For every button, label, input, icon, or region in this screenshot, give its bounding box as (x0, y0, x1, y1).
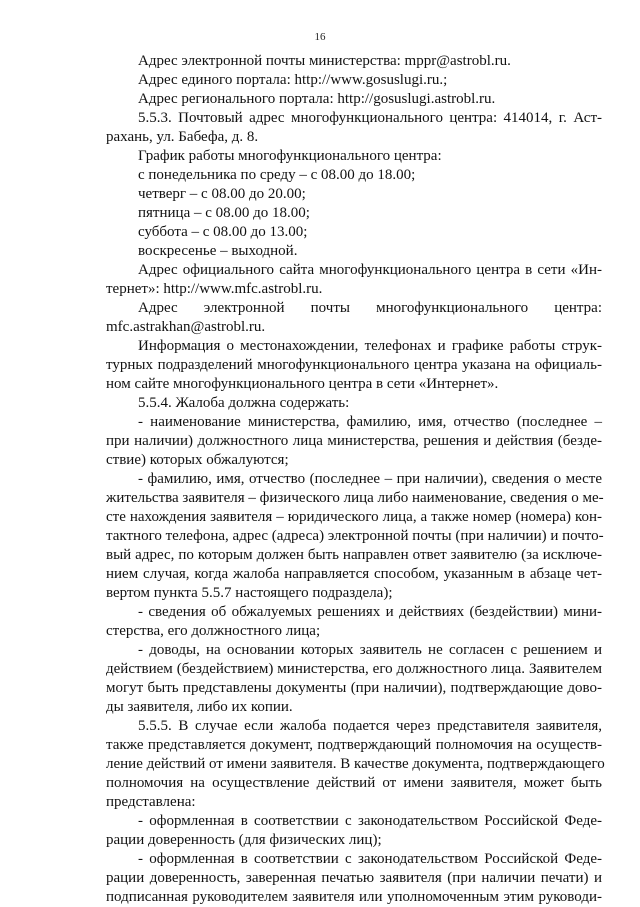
text-line: 5.5.5. В случае если жалоба подается через представителя заявителя, (138, 718, 602, 734)
text-line: 5.5.4. Жалоба должна содержать: (138, 395, 350, 411)
text-line: жительства заявителя – физического лица либо наименование, сведения о ме- (106, 490, 604, 506)
text-line: тактного телефона, адрес (адреса) электронной почты (при наличии) и почто- (106, 528, 604, 544)
text-line: четверг – с 08.00 до 20.00; (138, 186, 306, 202)
text-line: могут быть представлены документы (при наличии), подтверждающие дово- (106, 680, 602, 696)
text-line: ление действий от имени заявителя. В качестве документа, подтверждающего (106, 756, 605, 772)
text-line: подписанная руководителем заявителя или уполномоченным этим руководи- (106, 889, 602, 905)
text-line: Адрес официального сайта многофункционального центра в сети «Ин- (138, 262, 602, 278)
text-line: ствие) которых обжалуются; (106, 452, 289, 468)
text-line: рации доверенность (для физических лиц); (106, 832, 382, 848)
page-number: 16 (314, 31, 326, 43)
text-line: воскресенье – выходной. (138, 243, 298, 259)
document-body (106, 52, 605, 907)
text-line: тернет»: http://www.mfc.astrobl.ru. (106, 281, 323, 297)
text-line: пятница – с 08.00 до 18.00; (138, 205, 310, 221)
text-line: Адрес регионального портала: http://gosuslugi.astrobl.ru. (138, 91, 496, 107)
text-line: ном сайте многофункционального центра в сети «Интернет». (106, 376, 499, 392)
text-line: полномочия на осуществление действий от имени заявителя, может быть (106, 775, 602, 791)
text-line: с понедельника по среду – с 08.00 до 18.00; (138, 167, 416, 183)
text-line: ды заявителя, либо их копии. (106, 699, 293, 715)
text-line: нием случая, когда жалоба направляется способом, указанным в абзаце чет- (106, 566, 602, 582)
text-line: mfc.astrakhan@astrobl.ru. (106, 319, 266, 335)
text-line: также представляется документ, подтверждающий полномочия на осуществ- (106, 737, 602, 753)
text-line: - фамилию, имя, отчество (последнее – при наличии), сведения о месте (138, 471, 602, 487)
text-line: - доводы, на основании которых заявитель не согласен с решением и (138, 642, 602, 658)
text-line: 5.5.3. Почтовый адрес многофункционального центра: 414014, г. Аст- (138, 110, 602, 126)
text-line: при наличии) должностного лица министерства, решения и действия (безде- (106, 433, 602, 449)
text-line: Информация о местонахождении, телефонах и графике работы струк- (138, 338, 602, 354)
text-line: стерства, его должностного лица; (106, 623, 321, 639)
text-line: турных подразделений многофункционального центра указана на официаль- (106, 357, 602, 373)
text-line: представлена: (106, 794, 196, 810)
text-line: действием (бездействием) министерства, его должностного лица. Заявителем (106, 661, 602, 677)
text-line: - оформленная в соответствии с законодательством Российской Феде- (138, 851, 602, 867)
text-line: рахань, ул. Бабефа, д. 8. (106, 129, 259, 145)
text-line: вый адрес, по которым должен быть направлен ответ заявителю (за исключе- (106, 547, 602, 563)
text-line: рации доверенность, заверенная печатью заявителя (при наличии печати) и (106, 870, 602, 886)
text-line: вертом пункта 5.5.7 настоящего подраздела); (106, 585, 393, 601)
text-line: - сведения об обжалуемых решениях и действиях (бездействии) мини- (138, 604, 602, 620)
text-line: График работы многофункционального центра: (138, 148, 442, 164)
text-line: Адрес электронной почты министерства: mppr@astrobl.ru. (138, 53, 511, 69)
text-line: - наименование министерства, фамилию, имя, отчество (последнее – (138, 414, 602, 430)
text-line: суббота – с 08.00 до 13.00; (138, 224, 308, 240)
text-line: сте нахождения заявителя – юридического лица, а также номер (номера) кон- (106, 509, 602, 525)
text-line: Адрес электронной почты многофункционального центра: (138, 300, 602, 316)
text-line: - оформленная в соответствии с законодательством Российской Феде- (138, 813, 602, 829)
text-line: Адрес единого портала: http://www.gosuslugi.ru.; (138, 72, 448, 88)
